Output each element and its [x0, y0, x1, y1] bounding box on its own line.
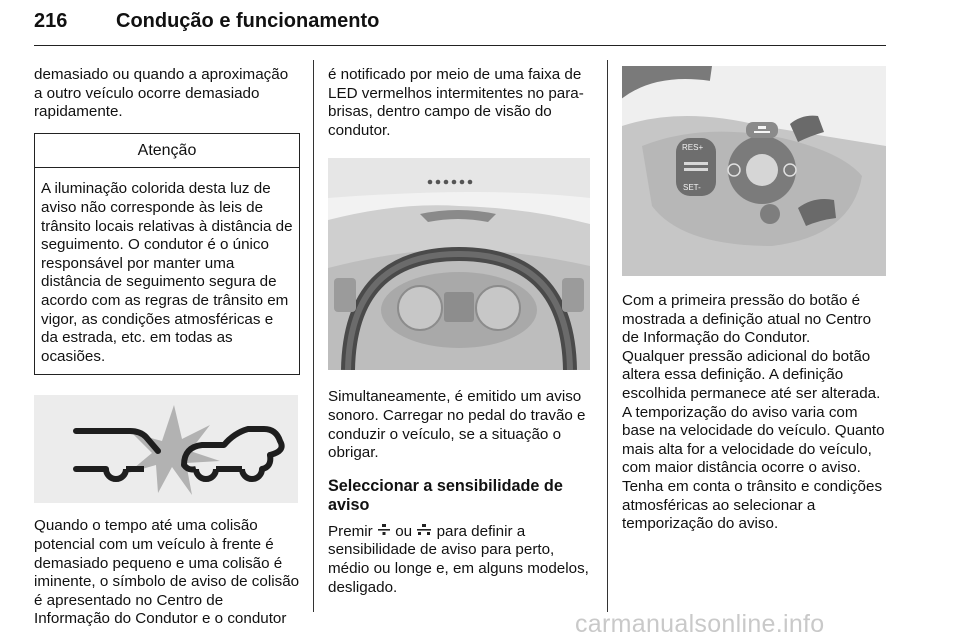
steering-controls-illustration: [622, 66, 886, 276]
warning-box: [34, 133, 300, 376]
steering-wheel-buttons-figure: [622, 66, 886, 276]
res-label: RES+: [682, 143, 704, 152]
sensitivity-paragraph: [328, 523, 594, 597]
column-3: [622, 66, 886, 534]
sensitivity-text: para definir a sensibilidade de aviso para perto, médio ou longe e, em alguns modelos, desligado.: [328, 522, 589, 596]
page-title: Condução e funcionamento: [116, 10, 380, 32]
column-divider: [607, 60, 608, 612]
page-number: 216: [34, 10, 68, 32]
led-paragraph: é notificado por meio de uma faixa de LED vermelhos intermitentes no para-brisas, dentro campo de visão do condutor.: [328, 66, 584, 139]
collision-warning-symbol-figure: [34, 395, 298, 503]
set-label: SET-: [683, 183, 701, 192]
distance-button-icon: [746, 122, 778, 138]
distance-near-icon: [377, 523, 391, 542]
dashboard-illustration: [328, 158, 590, 370]
intro-paragraph: demasiado ou quando a aproximação a outro veículo ocorre demasiado rapidamente.: [34, 66, 289, 121]
warning-title: Atenção: [35, 134, 299, 169]
column-2: [328, 66, 594, 597]
column-divider: [313, 60, 314, 612]
collision-warning-icon: [34, 395, 298, 503]
collision-paragraph: Quando o tempo até uma colisão potencial com um veículo à frente é demasiado pequeno e uma colisão é iminente, o símbolo de aviso de colisão é apresentado no Centro de Informação do Condutor e o condutor: [34, 517, 300, 628]
center-button-icon: [746, 154, 778, 186]
distance-far-icon: [416, 523, 432, 542]
watermark: carmanualsonline.info: [575, 610, 825, 638]
dashboard-led-figure: [328, 158, 590, 370]
first-press-paragraph: Com a primeira pressão do botão é mostrada a definição atual no Centro de Informação do Condutor.: [622, 292, 872, 347]
page-header: [34, 6, 886, 46]
section-heading: Seleccionar a sensibilidade de aviso: [328, 476, 563, 514]
additional-press-paragraph: Qualquer pressão adicional do botão altera essa definição. A definição escolhida permanece até ser alterada. A temporização do aviso varia com base na velocidade do veículo. Quanto mais alta for a velocidade do veículo, com maior distância ocorre o aviso. Tenha em conta o trânsito e condições atmosféricas ao selecionar a temporização do aviso.: [622, 347, 885, 533]
warning-body: A iluminação colorida desta luz de aviso não corresponde às leis de trânsito locais relativas à distância de seguimento. O condutor é o único responsável por manter uma distância de seguimento segura de acordo com as regras de trânsito em vigor, as condições atmosféricas e da estrada, etc. em todas as ocasiões.: [41, 180, 293, 365]
sound-warning-paragraph: Simultaneamente, é emitido um aviso sonoro. Carregar no pedal do travão e conduzir o veículo, se a situação o obrigar.: [328, 388, 586, 462]
press-text: Premir: [328, 522, 373, 540]
column-1: [34, 66, 300, 629]
or-text: ou: [395, 522, 413, 540]
